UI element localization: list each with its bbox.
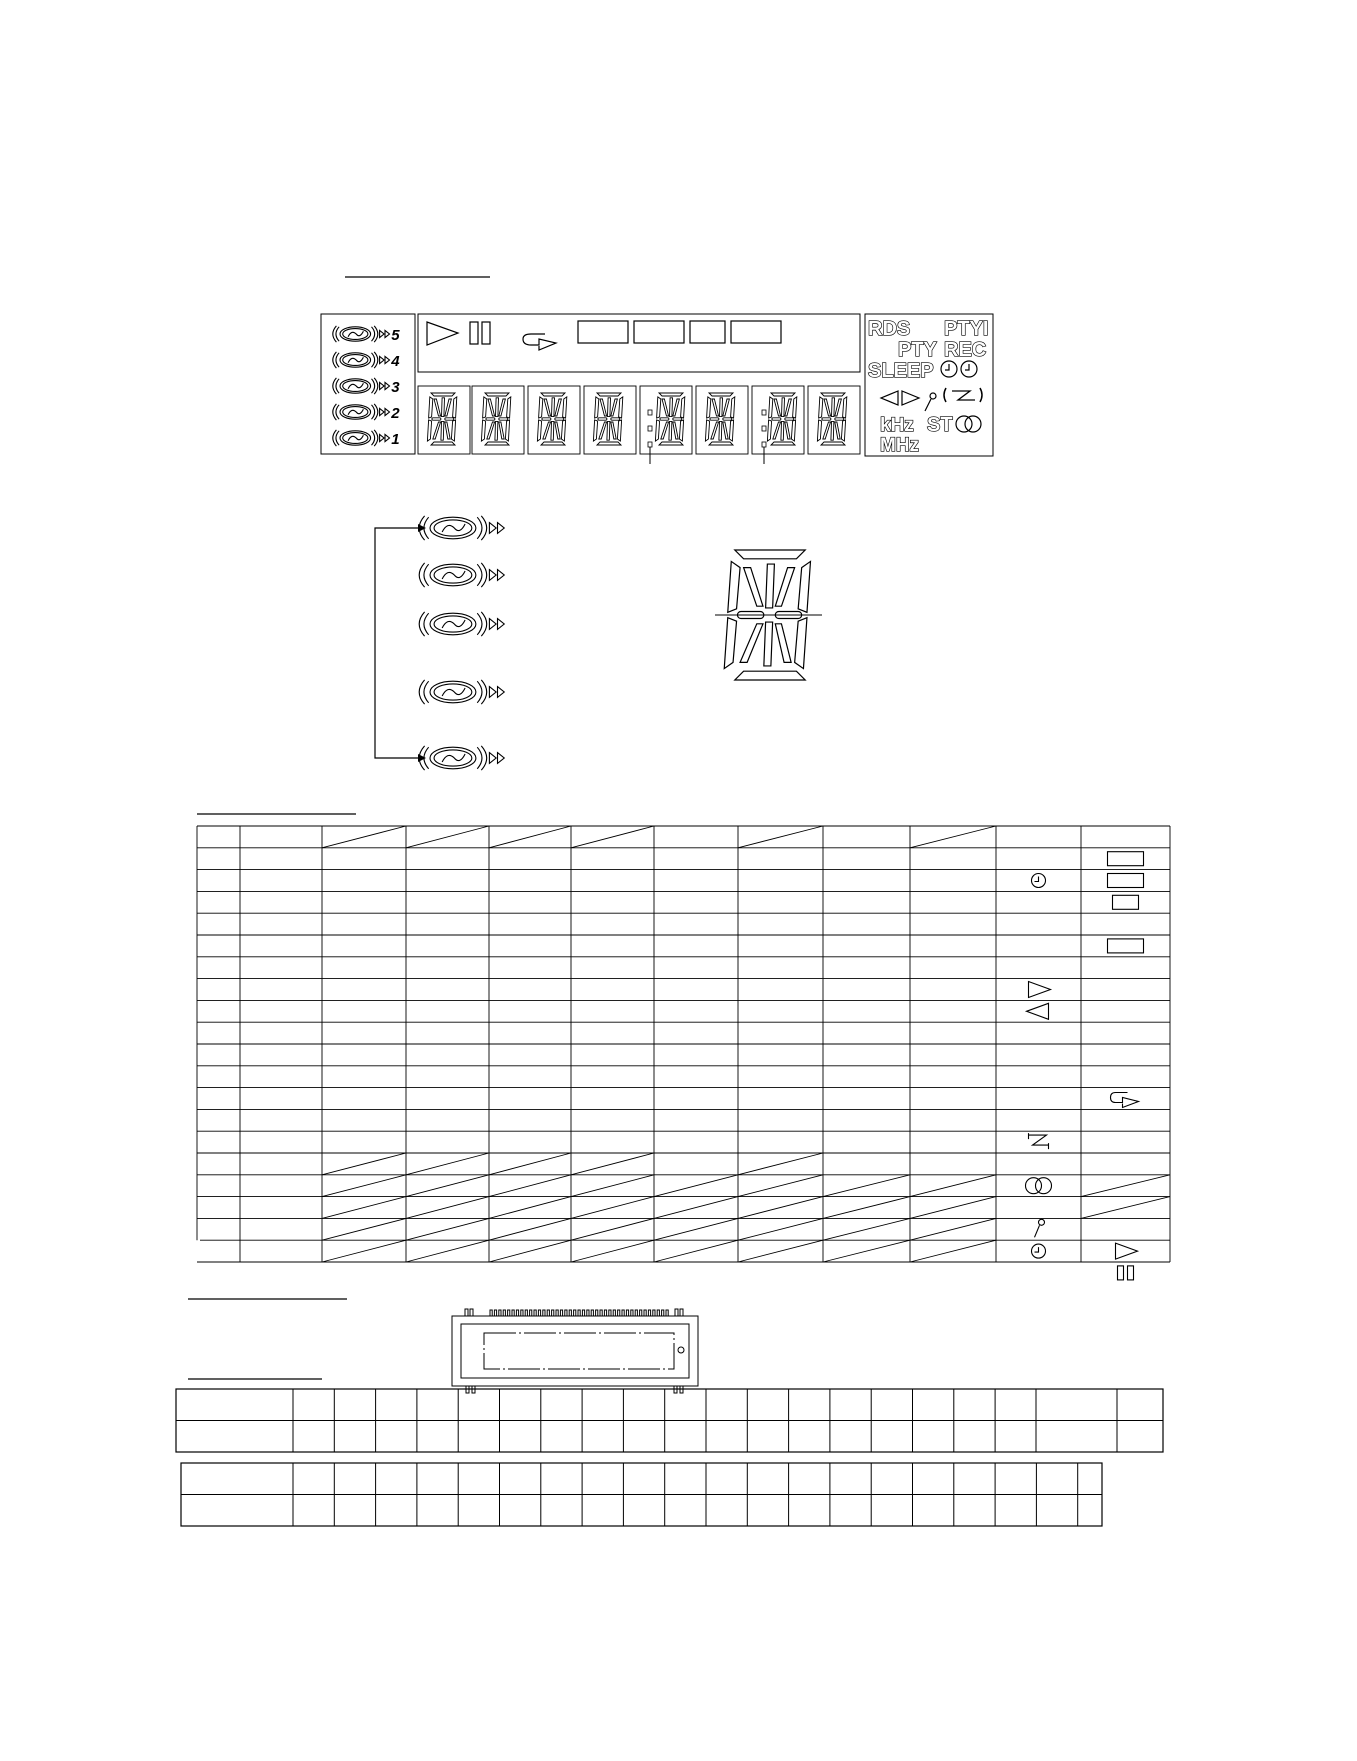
- vfd-display: [321, 314, 993, 464]
- pty-label: PTY: [898, 339, 937, 361]
- grid-diagonal: [322, 1218, 406, 1240]
- vfd-mount-pin: [680, 1309, 683, 1316]
- grid-diagonal: [910, 1197, 996, 1219]
- digit-16seg: [817, 393, 846, 445]
- grid-diagonal: [823, 1218, 910, 1240]
- cd-large-list: [419, 516, 504, 770]
- clock-icon: [941, 361, 957, 377]
- grid-diagonal: [489, 1218, 571, 1240]
- clock-icon: [961, 361, 977, 377]
- vfd-pin: [604, 1310, 606, 1316]
- clock-icon: [1032, 874, 1046, 888]
- grid-diagonal: [489, 1153, 571, 1175]
- pause-icon: [470, 322, 478, 344]
- grid-diagonal: [910, 1175, 996, 1197]
- grid-diagonal: [910, 826, 996, 848]
- vfd-pin: [565, 1310, 567, 1316]
- vfd-pin: [538, 1310, 540, 1316]
- vfd-pin: [662, 1310, 664, 1316]
- grid-diagonal: [406, 1175, 489, 1197]
- cd-number-label: 2: [391, 405, 400, 422]
- vfd-pin: [494, 1310, 496, 1316]
- vfd-pin: [490, 1310, 492, 1316]
- rec-label: REC: [944, 339, 987, 361]
- right-arrow-icon: [902, 391, 919, 405]
- digit-row: [418, 386, 860, 464]
- cd-large-indicator: [419, 516, 504, 540]
- digit-16seg: [481, 393, 510, 445]
- segment-grid-table: [197, 826, 1170, 1280]
- khz-label: kHz: [880, 415, 914, 436]
- grid-diagonal: [910, 1240, 996, 1262]
- indicator-rect: [578, 321, 628, 343]
- indicator-rect: [690, 321, 725, 343]
- digit-16seg: [655, 393, 684, 445]
- vfd-pin: [574, 1310, 576, 1316]
- cd-indicator: [333, 404, 401, 422]
- vfd-mount-pin: [465, 1309, 468, 1316]
- grid-diagonal: [654, 1240, 738, 1262]
- vfd-pin: [499, 1310, 501, 1316]
- vfd-pin: [530, 1310, 532, 1316]
- digit-16seg: [427, 393, 456, 445]
- play-icon: [427, 322, 458, 345]
- grid-diagonal: [322, 1153, 406, 1175]
- enlarged-16seg-digit: [715, 550, 822, 680]
- tape-icon: [1029, 1133, 1049, 1149]
- cd-indicator-detail: [375, 516, 504, 770]
- vfd-pin: [640, 1310, 642, 1316]
- cd-indicator: [333, 326, 401, 344]
- vfd-mount-pin: [675, 1309, 678, 1316]
- vfd-pin: [547, 1310, 549, 1316]
- vfd-pin: [516, 1310, 518, 1316]
- vfd-outline-drawing: [452, 1309, 698, 1393]
- mhz-label: MHz: [880, 435, 920, 456]
- colon-dot: [762, 442, 766, 447]
- vfd-pin: [666, 1310, 668, 1316]
- vfd-pin: [508, 1310, 510, 1316]
- grid-diagonal: [571, 1197, 654, 1219]
- st-label: ST: [927, 414, 953, 436]
- grid-diagonal: [654, 1197, 738, 1219]
- left-arrow-icon: [1027, 1003, 1049, 1019]
- grid-diagonal: [489, 826, 571, 848]
- play-icon: [1116, 1243, 1138, 1259]
- cd-indicator: [333, 352, 401, 370]
- vfd-pin: [521, 1310, 523, 1316]
- vfd-outline: [452, 1316, 698, 1386]
- grid-diagonal: [823, 1175, 910, 1197]
- grid-diagonal: [571, 1218, 654, 1240]
- vfd-pin: [512, 1310, 514, 1316]
- vfd-pin: [648, 1310, 650, 1316]
- vfd-pin: [569, 1310, 571, 1316]
- indicator-rect: [1108, 852, 1144, 866]
- indicator-rect: [634, 321, 684, 343]
- cd-indicator: [333, 378, 401, 396]
- mic-icon: [925, 393, 936, 411]
- cd-number-label: 3: [391, 379, 400, 396]
- stereo-icon: [1026, 1178, 1052, 1194]
- vfd-pin: [587, 1310, 589, 1316]
- cd-large-indicator: [419, 680, 504, 704]
- grid-diagonal: [654, 1218, 738, 1240]
- grid-diagonal: [322, 1240, 406, 1262]
- vfd-pin: [525, 1310, 527, 1316]
- pin-tables: [176, 1389, 1163, 1526]
- left-arrow-icon: [881, 391, 898, 405]
- grid-diagonal: [571, 1175, 654, 1197]
- stereo-icon: [956, 416, 981, 432]
- clock-icon: [1032, 1244, 1046, 1258]
- grid-diagonal: [489, 1240, 571, 1262]
- grid-diagonal: [1081, 1175, 1170, 1197]
- grid-diagonal: [406, 826, 489, 848]
- vfd-pin: [626, 1310, 628, 1316]
- bracket-connector: [375, 528, 418, 758]
- vfd-pin: [613, 1310, 615, 1316]
- grid-diagonal: [738, 1175, 823, 1197]
- mic-icon: [1035, 1219, 1045, 1237]
- colon-dot: [648, 426, 652, 431]
- vfd-pin: [644, 1310, 646, 1316]
- vfd-pin: [582, 1310, 584, 1316]
- indicator-rect: [1113, 895, 1139, 909]
- grid-diagonal: [738, 1153, 823, 1175]
- vfd-pin: [600, 1310, 602, 1316]
- vfd-pin: [635, 1310, 637, 1316]
- grid-diagonal: [1081, 1197, 1170, 1219]
- vfd-glass: [461, 1324, 689, 1378]
- indicator-rect: [731, 321, 781, 343]
- tape-icon: [944, 388, 982, 402]
- vfd-pin: [618, 1310, 620, 1316]
- play-icon: [1029, 982, 1051, 998]
- vfd-pin: [503, 1310, 505, 1316]
- vfd-pin: [543, 1310, 545, 1316]
- grid-diagonal: [571, 826, 654, 848]
- mark-circle: [678, 1347, 684, 1353]
- grid-diagonal: [406, 1218, 489, 1240]
- vfd-pin: [591, 1310, 593, 1316]
- grid-diagonal: [738, 1218, 823, 1240]
- cd-number-label: 1: [391, 431, 400, 448]
- grid-diagonal: [406, 1197, 489, 1219]
- grid-diagonal: [322, 826, 406, 848]
- grid-diagonal: [738, 1197, 823, 1219]
- cd-indicator-list: [333, 326, 401, 448]
- vfd-pin: [534, 1310, 536, 1316]
- grid-diagonal: [823, 1197, 910, 1219]
- colon-dot: [648, 410, 652, 415]
- vfd-pin: [596, 1310, 598, 1316]
- grid-diagonal: [571, 1153, 654, 1175]
- vfd-pin: [560, 1310, 562, 1316]
- grid-diagonal: [322, 1197, 406, 1219]
- pause-icon: [482, 322, 490, 344]
- digit-16seg: [593, 393, 622, 445]
- indicator-rect: [1108, 874, 1144, 888]
- indicator-rect: [1108, 939, 1144, 953]
- ptyi-label: PTYI: [944, 318, 989, 340]
- repeat-icon: [1111, 1093, 1139, 1108]
- grid-diagonal: [406, 1240, 489, 1262]
- pause-icon: [1128, 1266, 1134, 1280]
- grid-diagonal: [654, 1175, 738, 1197]
- grid-diagonal: [322, 1175, 406, 1197]
- digit-16seg: [767, 393, 796, 445]
- vfd-pin: [631, 1310, 633, 1316]
- cd-number-label: 4: [391, 353, 400, 370]
- vfd-pin: [556, 1310, 558, 1316]
- colon-dot: [762, 410, 766, 415]
- vfd-pin: [653, 1310, 655, 1316]
- cd-indicator: [333, 430, 400, 448]
- grid-diagonal: [489, 1197, 571, 1219]
- rds-label: RDS: [868, 318, 911, 340]
- cd-large-indicator: [419, 612, 504, 636]
- digit-16seg: [705, 393, 734, 445]
- grid-diagonal: [738, 1240, 823, 1262]
- cd-large-indicator: [419, 746, 504, 770]
- cd-number-label: 5: [391, 327, 400, 344]
- viewing-area: [484, 1333, 674, 1369]
- grid-diagonal: [910, 1218, 996, 1240]
- grid-diagonal: [823, 1240, 910, 1262]
- colon-dot: [762, 426, 766, 431]
- cd-large-indicator: [419, 563, 504, 587]
- grid-diagonal: [738, 826, 823, 848]
- vfd-pin: [578, 1310, 580, 1316]
- digit-16seg: [537, 393, 566, 445]
- repeat-icon: [523, 334, 556, 350]
- grid-diagonal: [406, 1153, 489, 1175]
- vfd-pin: [622, 1310, 624, 1316]
- vfd-mount-pin: [470, 1309, 473, 1316]
- colon-dot: [648, 442, 652, 447]
- vfd-pin: [657, 1310, 659, 1316]
- grid-diagonal: [571, 1240, 654, 1262]
- grid-diagonal: [489, 1175, 571, 1197]
- sleep-label: SLEEP: [868, 360, 934, 382]
- vfd-pin: [552, 1310, 554, 1316]
- pause-icon: [1118, 1266, 1124, 1280]
- vfd-pin: [609, 1310, 611, 1316]
